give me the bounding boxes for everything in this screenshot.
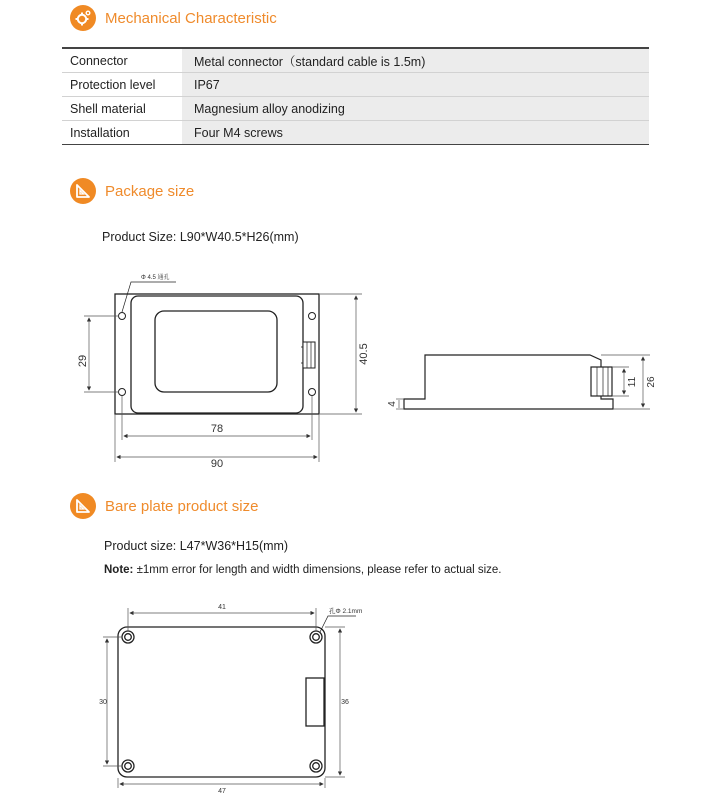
plate-hole bbox=[122, 631, 134, 643]
spec-value: Four M4 screws bbox=[182, 121, 649, 145]
note-label: Note: bbox=[104, 564, 134, 576]
dim-30-label: 30 bbox=[99, 699, 107, 706]
package-window bbox=[155, 311, 277, 392]
spec-value: Metal connector（standard cable is 1.5m) bbox=[182, 48, 649, 73]
note-body: ±1mm error for length and width dimensions, please refer to actual size. bbox=[133, 564, 502, 576]
spec-label: Installation bbox=[62, 121, 182, 145]
section-title: Mechanical Characteristic bbox=[105, 9, 277, 27]
mount-hole bbox=[119, 389, 126, 396]
plate-connector bbox=[306, 678, 324, 726]
spec-label: Shell material bbox=[62, 97, 182, 121]
spec-label: Connector bbox=[62, 48, 182, 73]
mount-hole bbox=[309, 313, 316, 320]
mount-hole bbox=[309, 389, 316, 396]
spec-label: Protection level bbox=[62, 73, 182, 97]
package-connector bbox=[303, 342, 315, 368]
dim-36-label: 36 bbox=[341, 699, 349, 706]
plate-hole bbox=[122, 760, 134, 772]
plate-hole bbox=[310, 631, 322, 643]
dim-11-label: 11 bbox=[627, 376, 638, 388]
bare-plate-outline bbox=[118, 627, 325, 777]
mount-hole bbox=[119, 313, 126, 320]
hole-label: Φ 4.5 通孔 bbox=[141, 275, 170, 281]
package-side-view bbox=[404, 355, 613, 409]
hole-leader bbox=[122, 282, 176, 312]
spec-value: IP67 bbox=[182, 73, 649, 97]
dim-47-label: 47 bbox=[218, 788, 226, 795]
plate-hole bbox=[310, 760, 322, 772]
section-title: Bare plate product size bbox=[105, 497, 259, 515]
package-top-view bbox=[115, 282, 319, 414]
bare-product-size-text: Product size: L47*W36*H15(mm) bbox=[104, 539, 289, 553]
dim-90-label: 90 bbox=[210, 458, 224, 470]
dim-78-label: 78 bbox=[210, 423, 224, 435]
plate-hole-label: 孔Φ 2.1mm bbox=[329, 608, 363, 615]
dim-4-label: 4 bbox=[387, 401, 398, 407]
section-title: Package size bbox=[105, 182, 195, 200]
package-outer-outline bbox=[115, 294, 319, 414]
bare-plate-view bbox=[118, 616, 356, 777]
side-connector bbox=[591, 367, 612, 396]
dim-26-label: 26 bbox=[646, 376, 657, 388]
spec-value: Magnesium alloy anodizing bbox=[182, 97, 649, 121]
bare-dimensions bbox=[103, 608, 345, 788]
dim-41-label: 41 bbox=[218, 604, 226, 611]
product-size-text: Product Size: L90*W40.5*H26(mm) bbox=[102, 230, 299, 244]
plate-hole-leader bbox=[320, 616, 356, 632]
package-side-outline bbox=[404, 355, 613, 409]
dim-40-5-label: 40.5 bbox=[358, 343, 370, 365]
package-dimensions bbox=[84, 294, 362, 462]
dim-29-label: 29 bbox=[77, 354, 89, 368]
